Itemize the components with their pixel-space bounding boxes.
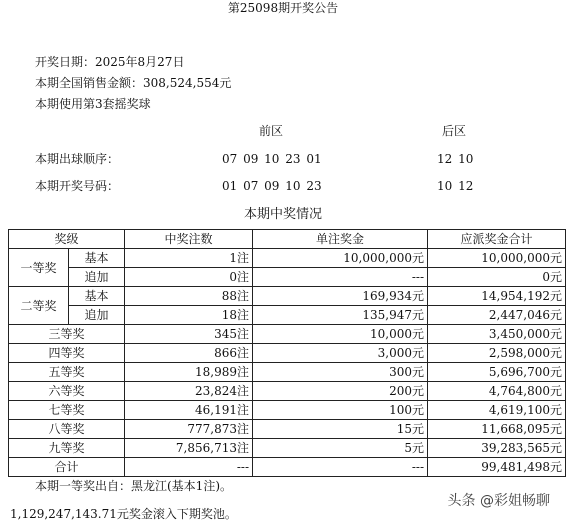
prize-total: 0元: [428, 268, 566, 287]
grand-total: 99,481,498元: [428, 458, 566, 477]
winning-numbers-front: 01 07 09 10 23: [222, 179, 322, 193]
bet-type: 追加: [69, 268, 125, 287]
prize-level: 七等奖: [9, 401, 125, 420]
winner-count: 0注: [125, 268, 253, 287]
unit-prize: 169,934元: [253, 287, 428, 306]
table-row: [9, 363, 566, 382]
winner-count: 88注: [125, 287, 253, 306]
unit-prize: 15元: [253, 420, 428, 439]
unit-prize: 300元: [253, 363, 428, 382]
winner-count: 18注: [125, 306, 253, 325]
header-total: 应派奖金合计: [428, 230, 566, 249]
prize-total: 4,764,800元: [428, 382, 566, 401]
winner-count: 1注: [125, 249, 253, 268]
table-row: [9, 401, 566, 420]
bet-type: 追加: [69, 306, 125, 325]
table-header-row: [9, 230, 566, 249]
watermark: 头条 @彩姐畅聊: [447, 493, 550, 509]
table-row: [9, 420, 566, 439]
table-row: [9, 325, 566, 344]
prize-level: 二等奖: [9, 287, 69, 325]
draw-date: 开奖日期：2025年8月27日: [35, 55, 185, 69]
page-title: 第25098期开奖公告: [227, 1, 339, 15]
table-row: [9, 382, 566, 401]
winner-count: 46,191注: [125, 401, 253, 420]
prize-total: 10,000,000元: [428, 249, 566, 268]
winner-count: 866注: [125, 344, 253, 363]
prize-table: [8, 229, 566, 477]
unit-prize: 10,000,000元: [253, 249, 428, 268]
prize-level: 五等奖: [9, 363, 125, 382]
table-row: [9, 344, 566, 363]
prize-level: 八等奖: [9, 420, 125, 439]
draw-order-label: 本期出球顺序：: [35, 152, 120, 166]
prize-total: 11,668,095元: [428, 420, 566, 439]
front-zone-heading: 前区: [259, 124, 284, 138]
draw-order-back-numbers: 12 10: [437, 152, 474, 166]
table-row: [9, 268, 566, 287]
sales-amount: 本期全国销售金额：308,524,554元: [35, 76, 232, 90]
winning-numbers-label: 本期开奖号码：: [35, 179, 120, 193]
prize-level: 六等奖: [9, 382, 125, 401]
winner-count: 18,989注: [125, 363, 253, 382]
header-level: 奖级: [9, 230, 125, 249]
bet-type: 基本: [69, 249, 125, 268]
prize-total: 2,598,000元: [428, 344, 566, 363]
unit-prize: 100元: [253, 401, 428, 420]
prize-level: 一等奖: [9, 249, 69, 287]
winning-numbers-back: 10 12: [437, 179, 474, 193]
table-row: [9, 439, 566, 458]
draw-order-front-numbers: 07 09 10 23 01: [222, 152, 322, 166]
prize-total: 3,450,000元: [428, 325, 566, 344]
winner-count: 7,856,713注: [125, 439, 253, 458]
unit-prize: 10,000元: [253, 325, 428, 344]
total-count: ---: [125, 458, 253, 477]
prize-total: 39,283,565元: [428, 439, 566, 458]
header-count: 中奖注数: [125, 230, 253, 249]
prize-total: 5,696,700元: [428, 363, 566, 382]
unit-prize: 3,000元: [253, 344, 428, 363]
winner-count: 777,873注: [125, 420, 253, 439]
prize-level: 四等奖: [9, 344, 125, 363]
prize-table-title: 本期中奖情况: [243, 207, 322, 222]
table-row: [9, 306, 566, 325]
jackpot-rollover: 1,129,247,143.71元奖金滚入下期奖池。: [10, 507, 237, 521]
first-prize-region: 本期一等奖出自：黑龙江(基本1注)。: [35, 479, 232, 493]
prize-total: 14,954,192元: [428, 287, 566, 306]
prize-level: 三等奖: [9, 325, 125, 344]
unit-prize: 135,947元: [253, 306, 428, 325]
prize-total: 4,619,100元: [428, 401, 566, 420]
winner-count: 345注: [125, 325, 253, 344]
table-total-row: [9, 458, 566, 477]
table-row: [9, 287, 566, 306]
bet-type: 基本: [69, 287, 125, 306]
header-prize: 单注奖金: [253, 230, 428, 249]
total-unit-prize: ---: [253, 458, 428, 477]
prize-total: 2,447,046元: [428, 306, 566, 325]
table-row: [9, 249, 566, 268]
back-zone-heading: 后区: [442, 124, 467, 138]
unit-prize: 200元: [253, 382, 428, 401]
winner-count: 23,824注: [125, 382, 253, 401]
unit-prize: ---: [253, 268, 428, 287]
ball-set-info: 本期使用第3套摇奖球: [35, 97, 151, 111]
unit-prize: 5元: [253, 439, 428, 458]
total-label: 合计: [9, 458, 125, 477]
prize-level: 九等奖: [9, 439, 125, 458]
